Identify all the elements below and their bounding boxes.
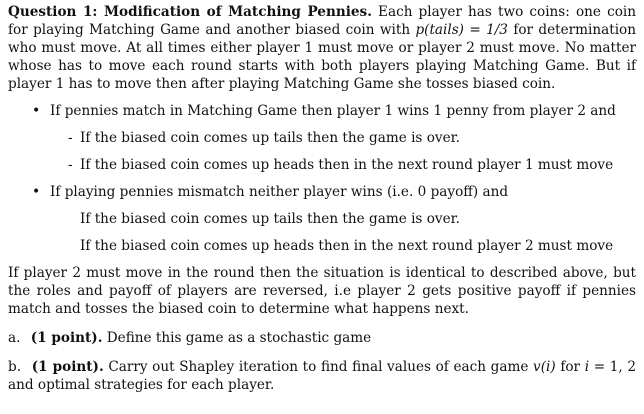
part-a-text: Define this game as a stochastic game (106, 330, 372, 346)
sub-list-item (8, 210, 636, 228)
sub-list-item (8, 237, 636, 255)
question-intro-b: for determination who must move. At all times either player 1 must move or player 2 must move. No matter whose has to move each round starts with both players playing Matching Game. But if player 1 has to move then after playing Matching Game she tosses biased coin. (8, 22, 636, 92)
question-title: Question 1: Modification of Matching Pennies. (8, 4, 372, 20)
list-item (8, 183, 636, 201)
sub-text: If the biased coin comes up heads then in the next round player 2 must move (80, 238, 614, 254)
dash-marker: - (68, 130, 73, 146)
bullet-text: If playing pennies mismatch neither player wins (i.e. 0 payoff) and (50, 184, 509, 200)
reversal-paragraph: If player 2 must move in the round then the situation is identical to described above, but the roles and payoff of players are reversed, i.e player 2 gets positive payoff if pennies match and tosses the biased coin to determine what happens next. (8, 265, 636, 317)
sub-text: If the biased coin comes up heads then in the next round player 1 must move (80, 157, 614, 173)
dash-marker: - (68, 157, 73, 173)
sub-text: If the biased coin comes up tails then the game is over. (80, 130, 460, 146)
list-item (8, 102, 636, 120)
part-a-points: (1 point). (30, 330, 103, 346)
part-b (8, 358, 636, 394)
part-b-label: b. (8, 359, 22, 375)
probability-formula: p(tails) = 1/3 (415, 22, 508, 38)
part-b-text-c: = 1, 2 and optimal strategies for each player. (8, 359, 637, 393)
part-b-text-b: for (560, 359, 581, 375)
rules-list (8, 102, 636, 255)
sub-list-item (8, 129, 636, 147)
bullet-text: If pennies match in Matching Game then player 1 wins 1 penny from player 2 and (50, 103, 616, 119)
sub-list-item (8, 156, 636, 174)
part-a (8, 329, 636, 347)
part-a-label: a. (8, 330, 21, 346)
question-paragraph (8, 3, 636, 93)
question-intro-a: Each player has two coins: one coin for playing Matching Game and another biased coin with (8, 4, 636, 38)
index-variable: i (584, 359, 590, 375)
part-b-points: (1 point). (31, 359, 104, 375)
value-function: v(i) (533, 359, 556, 375)
part-b-text-a: Carry out Shapley iteration to find final values of each game (108, 359, 529, 375)
sub-text: If the biased coin comes up tails then the game is over. (80, 211, 460, 227)
